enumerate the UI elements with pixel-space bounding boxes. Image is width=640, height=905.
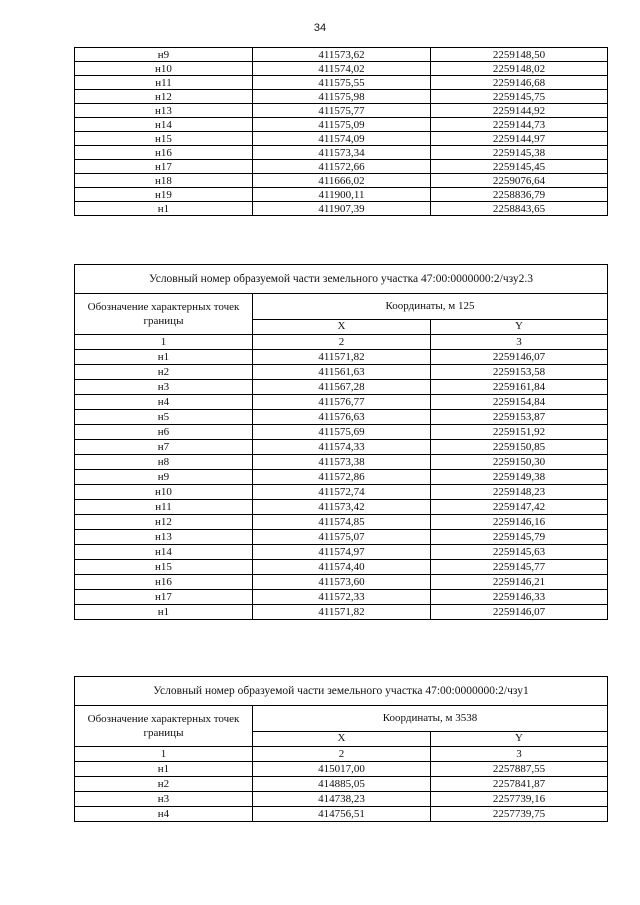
y-coordinate: 2257739,75 bbox=[431, 807, 608, 822]
y-coordinate: 2259147,42 bbox=[431, 500, 608, 515]
column-index-2: 2 bbox=[253, 747, 431, 762]
y-coordinate: 2259146,21 bbox=[431, 575, 608, 590]
table-row bbox=[75, 62, 608, 76]
point-name: н10 bbox=[75, 62, 253, 76]
table-row bbox=[75, 132, 608, 146]
y-coordinate: 2258843,65 bbox=[431, 202, 608, 216]
point-name: н13 bbox=[75, 104, 253, 118]
point-name: н8 bbox=[75, 455, 253, 470]
table-title: Условный номер образуемой части земельного участка 47:00:0000000:2/чзу2.3 bbox=[75, 265, 608, 294]
table-row bbox=[75, 350, 608, 365]
table-row bbox=[75, 575, 608, 590]
y-coordinate: 2259149,38 bbox=[431, 470, 608, 485]
x-coordinate: 411573,62 bbox=[253, 48, 431, 62]
y-coordinate: 2259145,63 bbox=[431, 545, 608, 560]
x-coordinate: 411573,60 bbox=[253, 575, 431, 590]
point-name: н1 bbox=[75, 605, 253, 620]
table-row bbox=[75, 380, 608, 395]
x-coordinate: 411576,77 bbox=[253, 395, 431, 410]
point-name: н1 bbox=[75, 350, 253, 365]
y-coordinate: 2259154,84 bbox=[431, 395, 608, 410]
point-name: н9 bbox=[75, 470, 253, 485]
table-row bbox=[75, 146, 608, 160]
column-index-1: 1 bbox=[75, 747, 253, 762]
point-name: н4 bbox=[75, 807, 253, 822]
column-index-3: 3 bbox=[431, 335, 608, 350]
y-coordinate: 2259145,79 bbox=[431, 530, 608, 545]
y-coordinate: 2259144,92 bbox=[431, 104, 608, 118]
x-coordinate: 411575,69 bbox=[253, 425, 431, 440]
x-coordinate: 411575,55 bbox=[253, 76, 431, 90]
x-coordinate: 414738,23 bbox=[253, 792, 431, 807]
x-coordinate: 411907,39 bbox=[253, 202, 431, 216]
point-name: н18 bbox=[75, 174, 253, 188]
point-name: н11 bbox=[75, 76, 253, 90]
y-coordinate: 2259153,87 bbox=[431, 410, 608, 425]
x-column-header: X bbox=[253, 731, 431, 746]
table-row bbox=[75, 455, 608, 470]
coordinates-header: Координаты, м 3538 bbox=[253, 706, 608, 732]
point-name: н1 bbox=[75, 762, 253, 777]
x-coordinate: 411572,66 bbox=[253, 160, 431, 174]
y-coordinate: 2259076,64 bbox=[431, 174, 608, 188]
table-row bbox=[75, 48, 608, 62]
table-row bbox=[75, 202, 608, 216]
table-row bbox=[75, 807, 608, 822]
table-row bbox=[75, 365, 608, 380]
table-row bbox=[75, 118, 608, 132]
table-row bbox=[75, 545, 608, 560]
x-coordinate: 414885,05 bbox=[253, 777, 431, 792]
x-coordinate: 411574,40 bbox=[253, 560, 431, 575]
point-name: н15 bbox=[75, 132, 253, 146]
y-coordinate: 2257887,55 bbox=[431, 762, 608, 777]
table-row bbox=[75, 470, 608, 485]
y-coordinate: 2259145,45 bbox=[431, 160, 608, 174]
x-coordinate: 411573,34 bbox=[253, 146, 431, 160]
table-row bbox=[75, 777, 608, 792]
table-row bbox=[75, 410, 608, 425]
point-name: н4 bbox=[75, 395, 253, 410]
point-name: н17 bbox=[75, 590, 253, 605]
x-coordinate: 411575,98 bbox=[253, 90, 431, 104]
x-coordinate: 411575,77 bbox=[253, 104, 431, 118]
y-coordinate: 2257841,87 bbox=[431, 777, 608, 792]
point-name: н10 bbox=[75, 485, 253, 500]
y-column-header: Y bbox=[431, 731, 608, 746]
y-coordinate: 2259144,97 bbox=[431, 132, 608, 146]
x-coordinate: 411571,82 bbox=[253, 350, 431, 365]
x-coordinate: 415017,00 bbox=[253, 762, 431, 777]
table-title: Условный номер образуемой части земельного участка 47:00:0000000:2/чзу1 bbox=[75, 677, 608, 706]
point-name: н14 bbox=[75, 118, 253, 132]
y-column-header: Y bbox=[431, 319, 608, 334]
table-row bbox=[75, 104, 608, 118]
x-coordinate: 411573,42 bbox=[253, 500, 431, 515]
x-coordinate: 411574,09 bbox=[253, 132, 431, 146]
point-name: н6 bbox=[75, 425, 253, 440]
page-number: 34 bbox=[313, 22, 327, 34]
table-row bbox=[75, 174, 608, 188]
table-row bbox=[75, 440, 608, 455]
point-name: н11 bbox=[75, 500, 253, 515]
table-row bbox=[75, 792, 608, 807]
table-row bbox=[75, 425, 608, 440]
column-index-1: 1 bbox=[75, 335, 253, 350]
point-name: н17 bbox=[75, 160, 253, 174]
x-coordinate: 411900,11 bbox=[253, 188, 431, 202]
x-coordinate: 411574,85 bbox=[253, 515, 431, 530]
y-coordinate: 2259144,73 bbox=[431, 118, 608, 132]
coordinates-header: Координаты, м 125 bbox=[253, 294, 608, 320]
point-name: н1 bbox=[75, 202, 253, 216]
point-name: н2 bbox=[75, 777, 253, 792]
y-coordinate: 2259151,92 bbox=[431, 425, 608, 440]
point-name: н13 bbox=[75, 530, 253, 545]
column-index-2: 2 bbox=[253, 335, 431, 350]
x-coordinate: 411574,02 bbox=[253, 62, 431, 76]
x-coordinate: 411567,28 bbox=[253, 380, 431, 395]
table-row bbox=[75, 160, 608, 174]
point-label-header: Обозначение характерных точек границы bbox=[75, 706, 253, 747]
y-coordinate: 2259145,75 bbox=[431, 90, 608, 104]
point-name: н2 bbox=[75, 365, 253, 380]
y-coordinate: 2259145,38 bbox=[431, 146, 608, 160]
y-coordinate: 2259146,16 bbox=[431, 515, 608, 530]
x-coordinate: 411561,63 bbox=[253, 365, 431, 380]
x-coordinate: 411572,74 bbox=[253, 485, 431, 500]
y-coordinate: 2257739,16 bbox=[431, 792, 608, 807]
point-name: н3 bbox=[75, 792, 253, 807]
x-coordinate: 411575,07 bbox=[253, 530, 431, 545]
x-coordinate: 411573,38 bbox=[253, 455, 431, 470]
x-coordinate: 411571,82 bbox=[253, 605, 431, 620]
table-row bbox=[75, 762, 608, 777]
y-coordinate: 2259148,50 bbox=[431, 48, 608, 62]
x-coordinate: 414756,51 bbox=[253, 807, 431, 822]
y-coordinate: 2258836,79 bbox=[431, 188, 608, 202]
y-coordinate: 2259146,07 bbox=[431, 605, 608, 620]
point-name: н16 bbox=[75, 146, 253, 160]
table-row bbox=[75, 76, 608, 90]
y-coordinate: 2259150,30 bbox=[431, 455, 608, 470]
point-name: н16 bbox=[75, 575, 253, 590]
column-index-3: 3 bbox=[431, 747, 608, 762]
y-coordinate: 2259146,07 bbox=[431, 350, 608, 365]
table-row bbox=[75, 90, 608, 104]
point-name: н7 bbox=[75, 440, 253, 455]
point-name: н12 bbox=[75, 515, 253, 530]
continuation-coordinates-table bbox=[74, 47, 608, 216]
y-coordinate: 2259153,58 bbox=[431, 365, 608, 380]
point-name: н9 bbox=[75, 48, 253, 62]
x-coordinate: 411572,86 bbox=[253, 470, 431, 485]
table-row bbox=[75, 530, 608, 545]
x-coordinate: 411574,97 bbox=[253, 545, 431, 560]
table-row bbox=[75, 605, 608, 620]
table-row bbox=[75, 395, 608, 410]
point-name: н12 bbox=[75, 90, 253, 104]
table-row bbox=[75, 560, 608, 575]
point-name: н3 bbox=[75, 380, 253, 395]
y-coordinate: 2259146,33 bbox=[431, 590, 608, 605]
point-name: н19 bbox=[75, 188, 253, 202]
table-row bbox=[75, 485, 608, 500]
x-coordinate: 411666,02 bbox=[253, 174, 431, 188]
x-coordinate: 411576,63 bbox=[253, 410, 431, 425]
x-column-header: X bbox=[253, 319, 431, 334]
point-name: н15 bbox=[75, 560, 253, 575]
y-coordinate: 2259145,77 bbox=[431, 560, 608, 575]
y-coordinate: 2259148,02 bbox=[431, 62, 608, 76]
y-coordinate: 2259150,85 bbox=[431, 440, 608, 455]
x-coordinate: 411574,33 bbox=[253, 440, 431, 455]
x-coordinate: 411572,33 bbox=[253, 590, 431, 605]
table-row bbox=[75, 188, 608, 202]
point-name: н14 bbox=[75, 545, 253, 560]
part-chzu2-3-coordinates-table bbox=[74, 264, 608, 620]
y-coordinate: 2259148,23 bbox=[431, 485, 608, 500]
point-label-header: Обозначение характерных точек границы bbox=[75, 294, 253, 335]
table-row bbox=[75, 515, 608, 530]
y-coordinate: 2259161,84 bbox=[431, 380, 608, 395]
table-row bbox=[75, 500, 608, 515]
y-coordinate: 2259146,68 bbox=[431, 76, 608, 90]
part-chzu1-coordinates-table bbox=[74, 676, 608, 822]
point-name: н5 bbox=[75, 410, 253, 425]
table-row bbox=[75, 590, 608, 605]
x-coordinate: 411575,09 bbox=[253, 118, 431, 132]
